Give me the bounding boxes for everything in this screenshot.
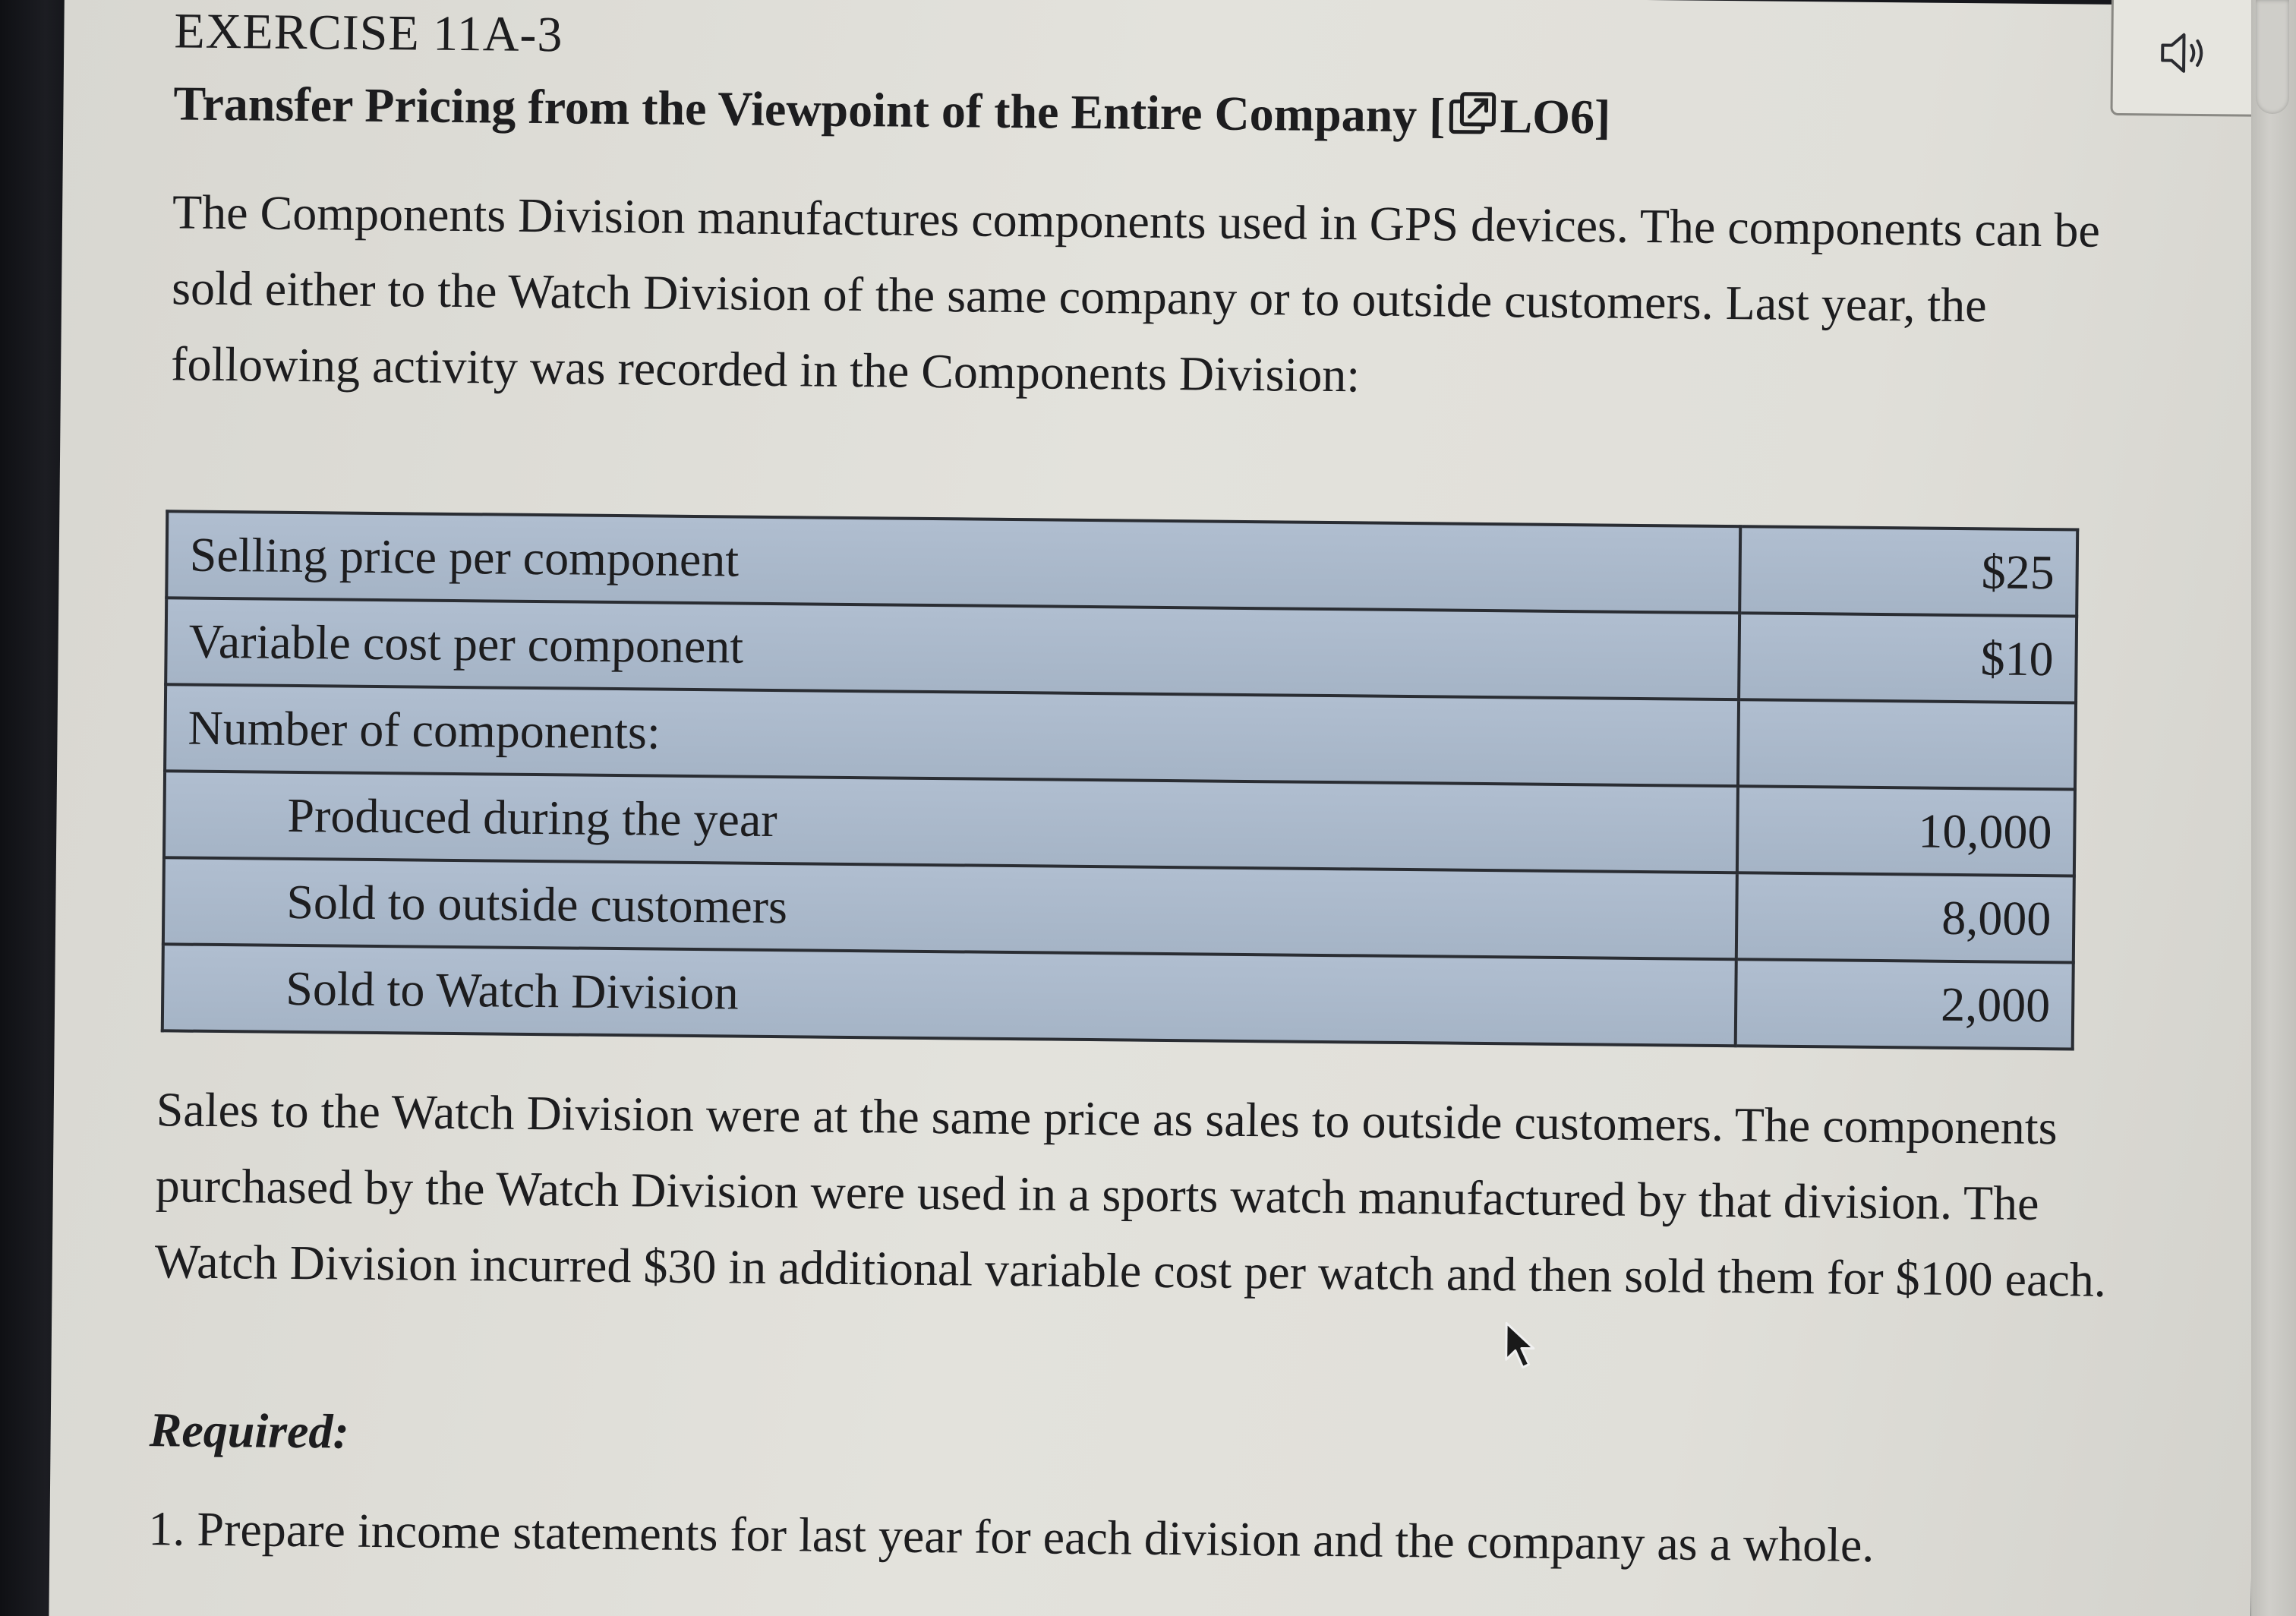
row-value: $10	[1739, 613, 2077, 702]
row-label: Sold to Watch Division	[162, 944, 1736, 1046]
row-label: Selling price per component	[166, 511, 1740, 613]
external-link-icon[interactable]	[1448, 91, 1497, 137]
row-label: Variable cost per component	[166, 598, 1739, 699]
closing-text	[154, 1072, 2146, 1318]
required-item-1: 1. Prepare income statements for last year for each division and the company as a whole.	[148, 1501, 1875, 1572]
row-label: Produced during the year	[164, 771, 1738, 873]
exercise-page	[49, 0, 2266, 1616]
speaker-icon	[2158, 30, 2213, 76]
audio-button[interactable]	[2110, 0, 2260, 117]
intro-paragraph: The Components Division manufactures components used in GPS devices. The components can be sold either to the Watch Division of the same company or to outside customers. Last year, the following activity was recorded in the Components Division:	[170, 185, 2101, 402]
required-heading: Required:	[149, 1403, 350, 1459]
exercise-title	[173, 75, 1611, 145]
row-label: Number of components:	[165, 684, 1739, 786]
exercise-label: EXERCISE 11A-3	[174, 3, 563, 63]
mouse-cursor-icon	[1502, 1320, 1541, 1373]
intro-text	[171, 174, 2117, 421]
learning-objective[interactable]: LO6]	[1500, 89, 1611, 144]
scrollbar-thumb[interactable]	[2256, 0, 2289, 114]
scrollbar[interactable]	[2251, 0, 2296, 1616]
row-value: 8,000	[1736, 873, 2074, 962]
activity-table	[161, 510, 2079, 1050]
row-label: Sold to outside customers	[163, 857, 1737, 959]
table-row	[162, 944, 2074, 1049]
row-value: $25	[1739, 526, 2077, 616]
row-value: 2,000	[1736, 959, 2074, 1049]
closing-paragraph: Sales to the Watch Division were at the same price as sales to outside customers. The components purchased by the Watch Division were used in a sports watch manufactured by that division. The Watch Division incurred $30 in additional variable cost per watch and then sold them for $100 each.	[154, 1082, 2107, 1307]
exercise-title-text: Transfer Pricing from the Viewpoint of the Entire Company [	[173, 76, 1446, 143]
row-value	[1738, 699, 2076, 789]
row-value: 10,000	[1737, 786, 2075, 876]
